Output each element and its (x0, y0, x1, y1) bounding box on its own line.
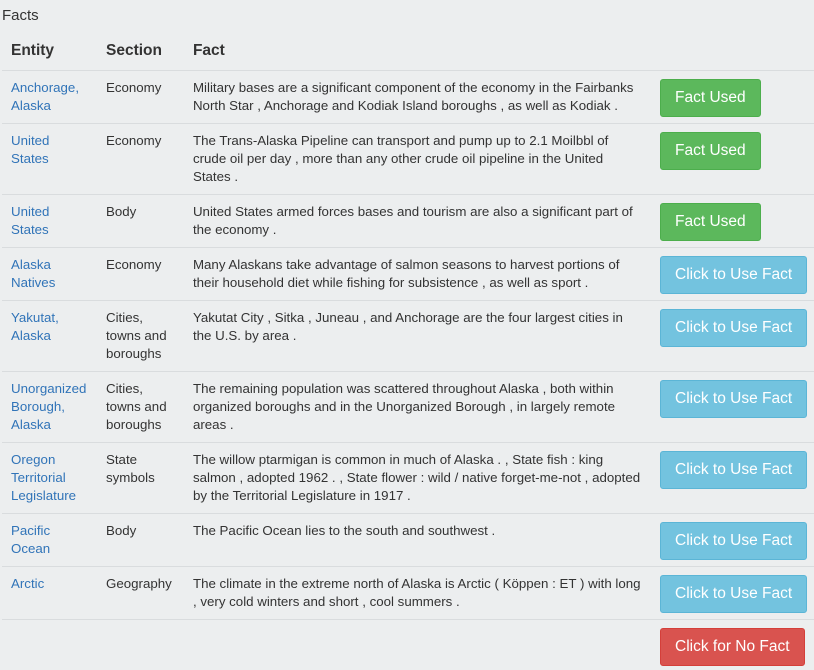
entity-link[interactable]: Unorganized Borough, Alaska (11, 381, 86, 432)
action-cell (652, 124, 814, 195)
entity-cell (2, 124, 97, 195)
entity-link[interactable]: Alaska Natives (11, 257, 55, 290)
fact-cell: The Trans-Alaska Pipeline can transport and pump up to 2.1 Moilbbl of crude oil per day , more than any other crude oil pipeline in the United States . (184, 124, 652, 195)
no-fact-spacer (184, 620, 652, 670)
entity-cell (2, 567, 97, 620)
table-row (2, 567, 814, 620)
table-row (2, 514, 814, 567)
use-fact-button[interactable]: Click to Use Fact (660, 380, 807, 418)
entity-link[interactable]: Pacific Ocean (11, 523, 50, 556)
table-header-row (2, 34, 814, 71)
column-header-entity: Entity (2, 34, 97, 71)
section-cell: Body (97, 514, 184, 567)
section-cell: Economy (97, 124, 184, 195)
action-cell (652, 71, 814, 124)
section-cell: Cities, towns and boroughs (97, 372, 184, 443)
entity-link[interactable]: Oregon Territorial Legislature (11, 452, 76, 503)
no-fact-spacer (97, 620, 184, 670)
fact-cell: The remaining population was scattered throughout Alaska , both within organized boroughs and in the Unorganized Borough , in largely remote areas . (184, 372, 652, 443)
action-cell (652, 301, 814, 372)
action-cell (652, 567, 814, 620)
no-fact-row (2, 620, 814, 670)
use-fact-button[interactable]: Click to Use Fact (660, 309, 807, 347)
fact-cell: United States armed forces bases and tourism are also a significant part of the economy . (184, 195, 652, 248)
action-cell (652, 195, 814, 248)
panel-title: Facts (2, 7, 39, 24)
entity-cell (2, 248, 97, 301)
use-fact-button[interactable]: Click to Use Fact (660, 256, 807, 294)
entity-cell (2, 71, 97, 124)
action-cell (652, 514, 814, 567)
section-cell: Body (97, 195, 184, 248)
section-cell: Economy (97, 71, 184, 124)
column-header-section: Section (97, 34, 184, 71)
entity-cell (2, 443, 97, 514)
fact-cell: The willow ptarmigan is common in much of Alaska . , State fish : king salmon , adopted 1962 . , State flower : wild / native forget-me-not , adopted by the Territorial Legislature in 1917 . (184, 443, 652, 514)
section-cell: Geography (97, 567, 184, 620)
action-cell (652, 443, 814, 514)
use-fact-button[interactable]: Click to Use Fact (660, 522, 807, 560)
section-cell: State symbols (97, 443, 184, 514)
no-fact-cell (652, 620, 814, 670)
entity-cell (2, 301, 97, 372)
fact-used-button[interactable]: Fact Used (660, 132, 761, 170)
entity-cell (2, 195, 97, 248)
facts-table (2, 34, 814, 670)
column-header-action (652, 34, 814, 71)
table-row (2, 71, 814, 124)
table-row (2, 195, 814, 248)
entity-link[interactable]: United States (11, 204, 49, 237)
fact-cell: The Pacific Ocean lies to the south and southwest . (184, 514, 652, 567)
table-row (2, 248, 814, 301)
fact-used-button[interactable]: Fact Used (660, 203, 761, 241)
no-fact-button[interactable]: Click for No Fact (660, 628, 805, 666)
table-row (2, 443, 814, 514)
table-row (2, 301, 814, 372)
entity-link[interactable]: United States (11, 133, 49, 166)
column-header-fact: Fact (184, 34, 652, 71)
facts-table-body (2, 71, 814, 620)
entity-cell (2, 372, 97, 443)
action-cell (652, 372, 814, 443)
entity-link[interactable]: Anchorage, Alaska (11, 80, 79, 113)
fact-cell: Yakutat City , Sitka , Juneau , and Anchorage are the four largest cities in the U.S. by area . (184, 301, 652, 372)
fact-used-button[interactable]: Fact Used (660, 79, 761, 117)
entity-cell (2, 514, 97, 567)
action-cell (652, 248, 814, 301)
fact-cell: Military bases are a significant component of the economy in the Fairbanks North Star , Anchorage and Kodiak Island boroughs , as well as Kodiak . (184, 71, 652, 124)
fact-cell: Many Alaskans take advantage of salmon seasons to harvest portions of their household diet while fishing for subsistence , as well as sport . (184, 248, 652, 301)
use-fact-button[interactable]: Click to Use Fact (660, 575, 807, 613)
use-fact-button[interactable]: Click to Use Fact (660, 451, 807, 489)
entity-link[interactable]: Yakutat, Alaska (11, 310, 59, 343)
table-row (2, 124, 814, 195)
fact-cell: The climate in the extreme north of Alaska is Arctic ( Köppen : ET ) with long , very cold winters and short , cool summers . (184, 567, 652, 620)
table-row (2, 372, 814, 443)
section-cell: Cities, towns and boroughs (97, 301, 184, 372)
entity-link[interactable]: Arctic (11, 576, 44, 591)
no-fact-spacer (2, 620, 97, 670)
section-cell: Economy (97, 248, 184, 301)
